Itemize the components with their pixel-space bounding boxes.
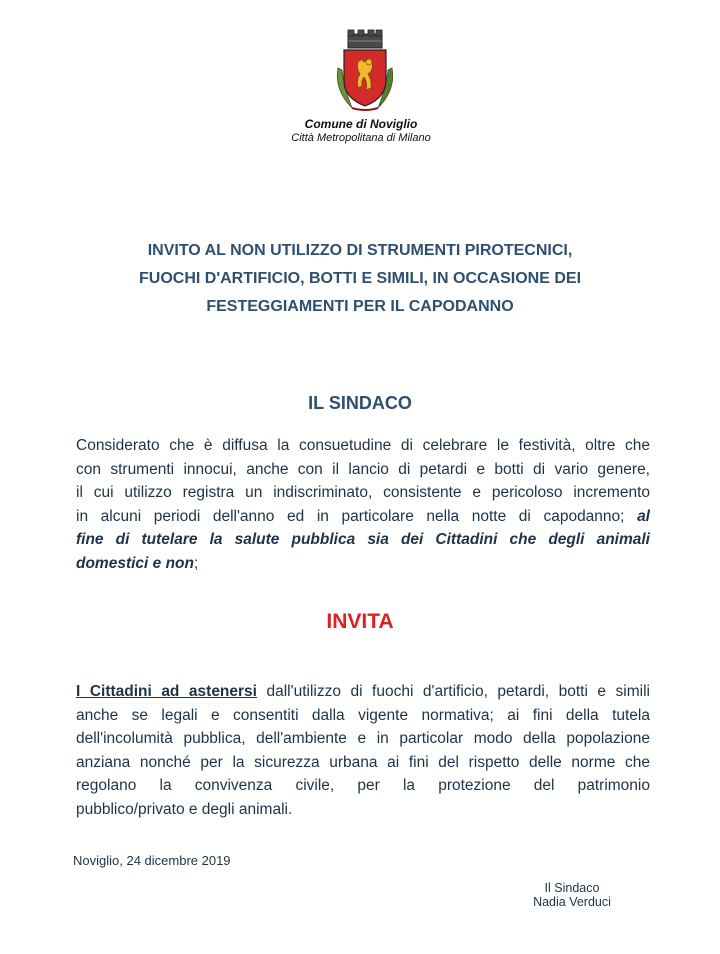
comune-subtitle: Città Metropolitana di Milano <box>291 132 431 144</box>
title-line: FUOCHI D'ARTIFICIO, BOTTI E SIMILI, IN OCCASIONE DEI <box>138 270 582 287</box>
invita-heading: INVITA <box>326 610 394 633</box>
sindaco-heading: IL SINDACO <box>308 393 412 413</box>
paragraph-line: dell'incolumità pubblica, dell'ambiente e in particolar modo della popolazione <box>76 730 650 747</box>
paragraph-line: Considerato che è diffusa la consuetudine di celebrare le festività, oltre che <box>76 437 650 454</box>
paragraph-line: pubblico/privato e degli animali. <box>76 800 293 818</box>
signature-name: Nadia Verduci <box>533 895 611 909</box>
paragraph-text: ; <box>194 554 199 572</box>
municipal-coat-of-arms-icon <box>330 28 400 118</box>
paragraph-text: dall'utilizzo di fuochi d'artificio, petardi, botti e simili <box>256 683 650 700</box>
document-title <box>60 237 660 321</box>
emphasis-text: I Cittadini ad astenersi <box>76 683 257 700</box>
paragraph-line: anziana nonché per la sicurezza urbana ai fini del rispetto delle norme che <box>76 753 650 771</box>
paragraph-line <box>76 680 650 704</box>
emphasis-text: domestici e non <box>76 554 194 572</box>
paragraph-line: il cui utilizzo registra un indiscriminato, consistente e pericoloso incremento <box>76 484 650 501</box>
date-line: Noviglio, 24 dicembre 2019 <box>73 853 231 868</box>
paragraph-line <box>76 552 650 576</box>
paragraph-line: anche se legali e consentiti dalla vigente normativa; ai fini della tutela <box>76 706 650 724</box>
signature-block <box>512 881 632 909</box>
considerato-paragraph <box>76 434 650 575</box>
title-line: INVITO AL NON UTILIZZO DI STRUMENTI PIROTECNICI, <box>147 242 573 259</box>
emphasis-text: al <box>637 507 650 525</box>
title-line: FESTEGGIAMENTI PER IL CAPODANNO <box>206 298 514 315</box>
paragraph-line <box>76 505 650 529</box>
paragraph-line: fine di tutelare la salute pubblica sia dei Cittadini che degli animali <box>76 531 650 548</box>
paragraph-text: in alcuni periodi dell'anno ed in particolare nella notte di capodanno; <box>76 507 638 525</box>
paragraph-line: con strumenti innocui, anche con il lancio di petardi e botti di vario genere, <box>76 460 650 478</box>
paragraph-line: regolano la convivenza civile, per la protezione del patrimonio <box>76 777 650 794</box>
comune-name: Comune di Noviglio <box>304 117 418 131</box>
invita-paragraph <box>76 680 650 821</box>
signature-role: Il Sindaco <box>544 881 600 895</box>
